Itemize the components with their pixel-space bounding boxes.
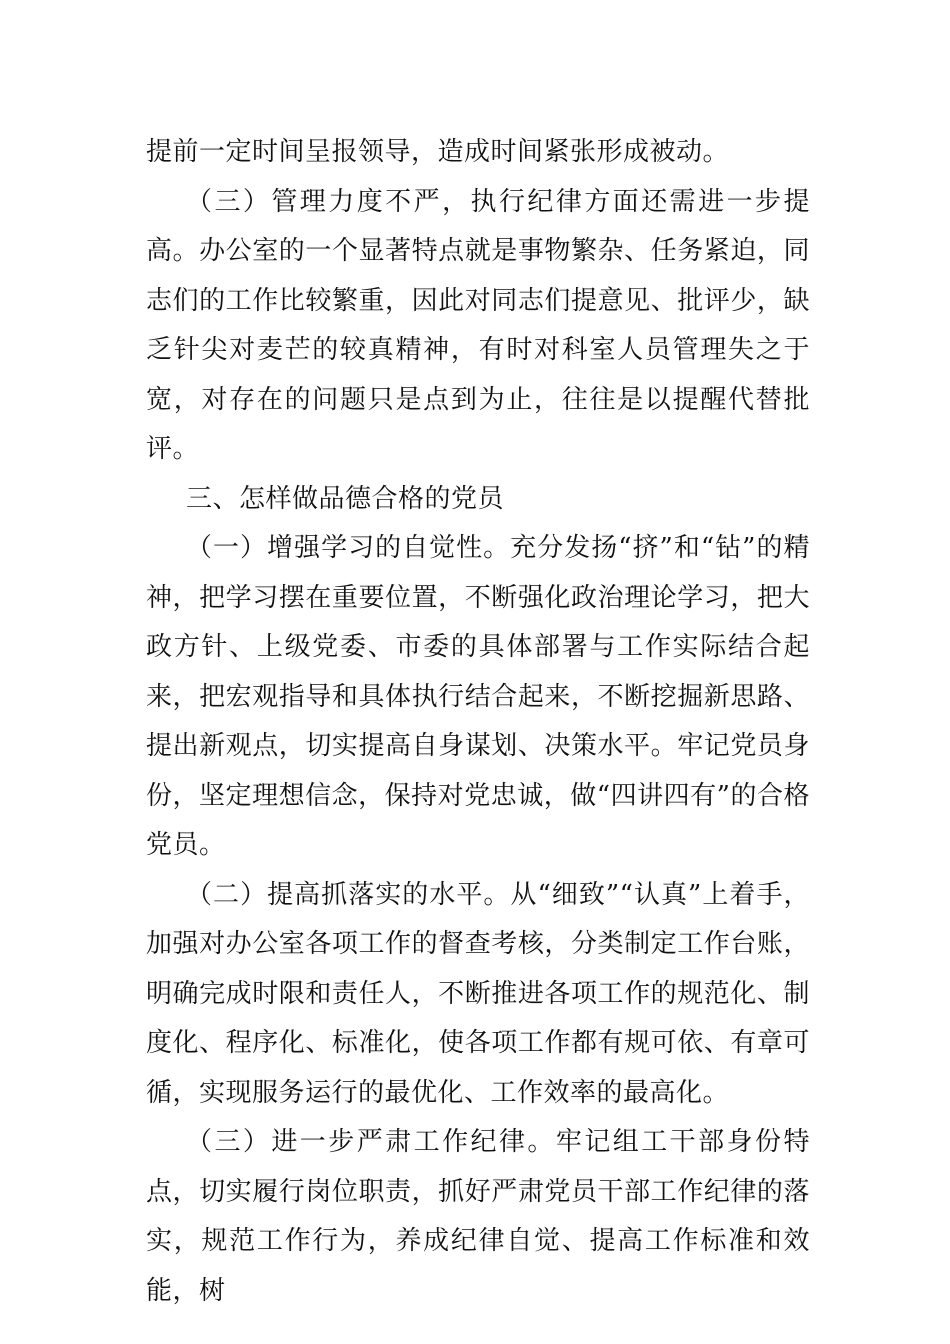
paragraph-work-discipline: （三）进一步严肃工作纪律。牢记组工干部身份特点，切实履行岗位职责，抓好严肃党员干部工作纪律的落实，规范工作行为，养成纪律自觉、提高工作标准和效能，树 xyxy=(146,1127,810,1306)
paragraph-study-awareness: （一）增强学习的自觉性。充分发扬“挤”和“钻”的精神，把学习摆在重要位置，不断强化政治理论学习，把大政方针、上级党委、市委的具体部署与工作实际结合起来，把宏观指导和具体执行结合起来，不断挖掘新思路、提出新观点，切实提高自身谋划、决策水平。牢记党员身份，坚定理想信念，保持对党忠诚，做“四讲四有”的合格党员。 xyxy=(146,533,810,860)
paragraph-continuation: 提前一定时间呈报领导，造成时间紧张形成被动。 xyxy=(146,137,730,167)
paragraph-implementation-level: （二）提高抓落实的水平。从“细致”“认真”上着手，加强对办公室各项工作的督查考核，分类制定工作台账，明确完成时限和责任人，不断推进各项工作的规范化、制度化、程序化、标准化，使各项工作都有规可依、有章可循，实现服务运行的最优化、工作效率的最高化。 xyxy=(146,879,810,1108)
document-body xyxy=(146,128,810,1316)
paragraph-management-discipline: （三）管理力度不严，执行纪律方面还需进一步提高。办公室的一个显著特点就是事物繁杂、任务紧迫，同志们的工作比较繁重，因此对同志们提意见、批评少，缺乏针尖对麦芒的较真精神，有时对科室人员管理失之于宽，对存在的问题只是点到为止，往往是以提醒代替批评。 xyxy=(146,186,810,464)
section-heading: 三、怎样做品德合格的党员 xyxy=(186,483,505,514)
